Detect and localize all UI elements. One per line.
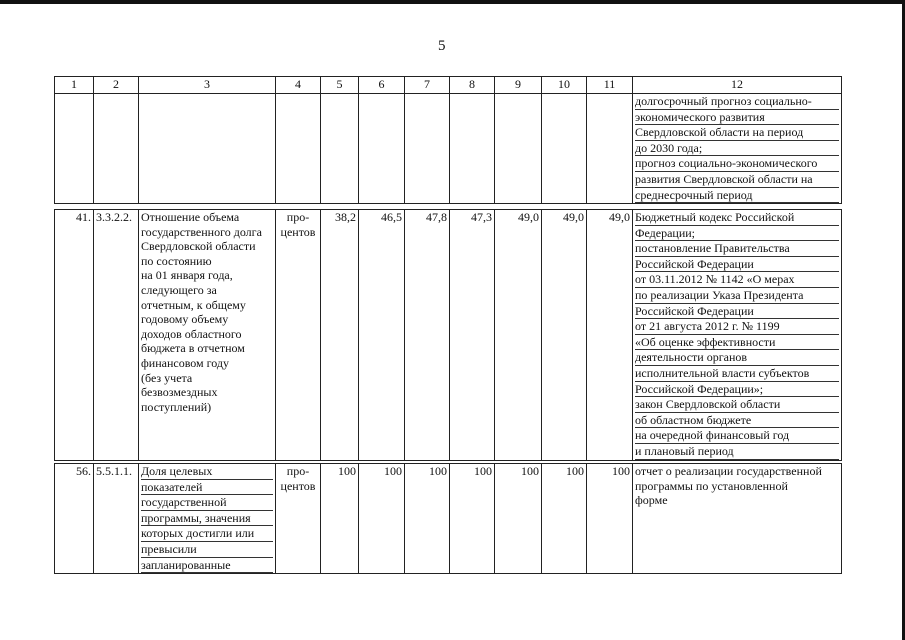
table-cell: [359, 94, 405, 204]
name-line: запланированные: [141, 558, 273, 574]
column-number-row: [55, 77, 842, 94]
value-cell: 100: [542, 464, 587, 574]
row-number: 56.: [55, 464, 94, 574]
value-cell: 100: [587, 464, 633, 574]
header-cell: 7: [405, 77, 450, 94]
table-cell: [276, 94, 321, 204]
source-line: «Об оценке эффективности: [635, 335, 839, 351]
source-line: закон Свердловской области: [635, 397, 839, 413]
value-cell: 47,3: [450, 210, 495, 461]
header-cell: 5: [321, 77, 359, 94]
source-cell: [633, 464, 842, 574]
source-line: Свердловской области на период: [635, 125, 839, 141]
name-line: которых достигли или: [141, 526, 273, 542]
header-cell: 2: [94, 77, 139, 94]
table-row: [55, 210, 842, 461]
source-line: постановление Правительства: [635, 241, 839, 257]
value-cell: 49,0: [495, 210, 542, 461]
source-line: Российской Федерации: [635, 257, 839, 273]
header-cell: 6: [359, 77, 405, 94]
table-cell: [94, 94, 139, 204]
name-line: Доля целевых: [141, 464, 273, 480]
name-line: показателей: [141, 480, 273, 496]
table-header-fragment: [54, 76, 842, 204]
indicator-name: [139, 464, 276, 574]
source-line: об областном бюджете: [635, 413, 839, 429]
row-number: 41.: [55, 210, 94, 461]
source-line: от 21 августа 2012 г. № 1199: [635, 319, 839, 335]
source-line: на очередной финансовый год: [635, 428, 839, 444]
value-cell: 47,8: [405, 210, 450, 461]
value-cell: 46,5: [359, 210, 405, 461]
table-cell: [405, 94, 450, 204]
page-number: 5: [438, 38, 446, 54]
table-row-41-fragment: [54, 209, 842, 461]
indicator-name: Отношение объема государственного долга Свердловской области по состоянию на 01 января года, следующего за отчетным, к общему годовому объему доходов областного бюджета в отчетном финансовом году (без учета безвозмездных поступлений): [139, 210, 276, 461]
source-line: до 2030 года;: [635, 141, 839, 157]
header-cell: 11: [587, 77, 633, 94]
header-cell: 12: [633, 77, 842, 94]
source-line: прогноз социально-экономического: [635, 156, 839, 172]
name-line: превысили: [141, 542, 273, 558]
source-line: и плановый период: [635, 444, 839, 460]
value-cell: 100: [359, 464, 405, 574]
page-top-border: [0, 0, 905, 4]
table-cell: [495, 94, 542, 204]
table-cell: [55, 94, 94, 204]
name-line: государственной: [141, 495, 273, 511]
header-cell: 4: [276, 77, 321, 94]
unit-cell: про- центов: [276, 464, 321, 574]
source-line: по реализации Указа Президента: [635, 288, 839, 304]
name-line: программы, значения: [141, 511, 273, 527]
header-cell: 10: [542, 77, 587, 94]
row-code: 3.3.2.2.: [94, 210, 139, 461]
source-cell: [633, 210, 842, 461]
table-row-56-fragment: [54, 463, 842, 574]
source-line: Федерации;: [635, 226, 839, 242]
source-line: Российской Федерации»;: [635, 382, 839, 398]
table-cell: [542, 94, 587, 204]
table-cell: [321, 94, 359, 204]
table-row: [55, 464, 842, 574]
source-line: от 03.11.2012 № 1142 «О мерах: [635, 272, 839, 288]
source-line: Российской Федерации: [635, 304, 839, 320]
source-line: Бюджетный кодекс Российской: [635, 210, 839, 226]
source-line: долгосрочный прогноз социально-: [635, 94, 839, 110]
value-cell: 100: [450, 464, 495, 574]
table-cell: [450, 94, 495, 204]
source-line: форме: [635, 493, 668, 508]
header-cell: 8: [450, 77, 495, 94]
value-cell: 100: [405, 464, 450, 574]
continuation-row: [55, 94, 842, 204]
unit-cell: про- центов: [276, 210, 321, 461]
source-line: экономического развития: [635, 110, 839, 126]
source-line: программы по установленной: [635, 478, 788, 493]
source-line: среднесрочный период: [635, 188, 839, 204]
header-cell: 1: [55, 77, 94, 94]
table-cell: [587, 94, 633, 204]
row-code: 5.5.1.1.: [94, 464, 139, 574]
source-line: отчет о реализации государственной: [635, 464, 822, 478]
header-cell: 9: [495, 77, 542, 94]
continuation-source-cell: [633, 94, 842, 204]
value-cell: 49,0: [542, 210, 587, 461]
source-line: развития Свердловской области на: [635, 172, 839, 188]
value-cell: 100: [321, 464, 359, 574]
source-line: исполнительной власти субъектов: [635, 366, 839, 382]
source-line: деятельности органов: [635, 350, 839, 366]
table-cell: [139, 94, 276, 204]
value-cell: 49,0: [587, 210, 633, 461]
value-cell: 100: [495, 464, 542, 574]
value-cell: 38,2: [321, 210, 359, 461]
header-cell: 3: [139, 77, 276, 94]
